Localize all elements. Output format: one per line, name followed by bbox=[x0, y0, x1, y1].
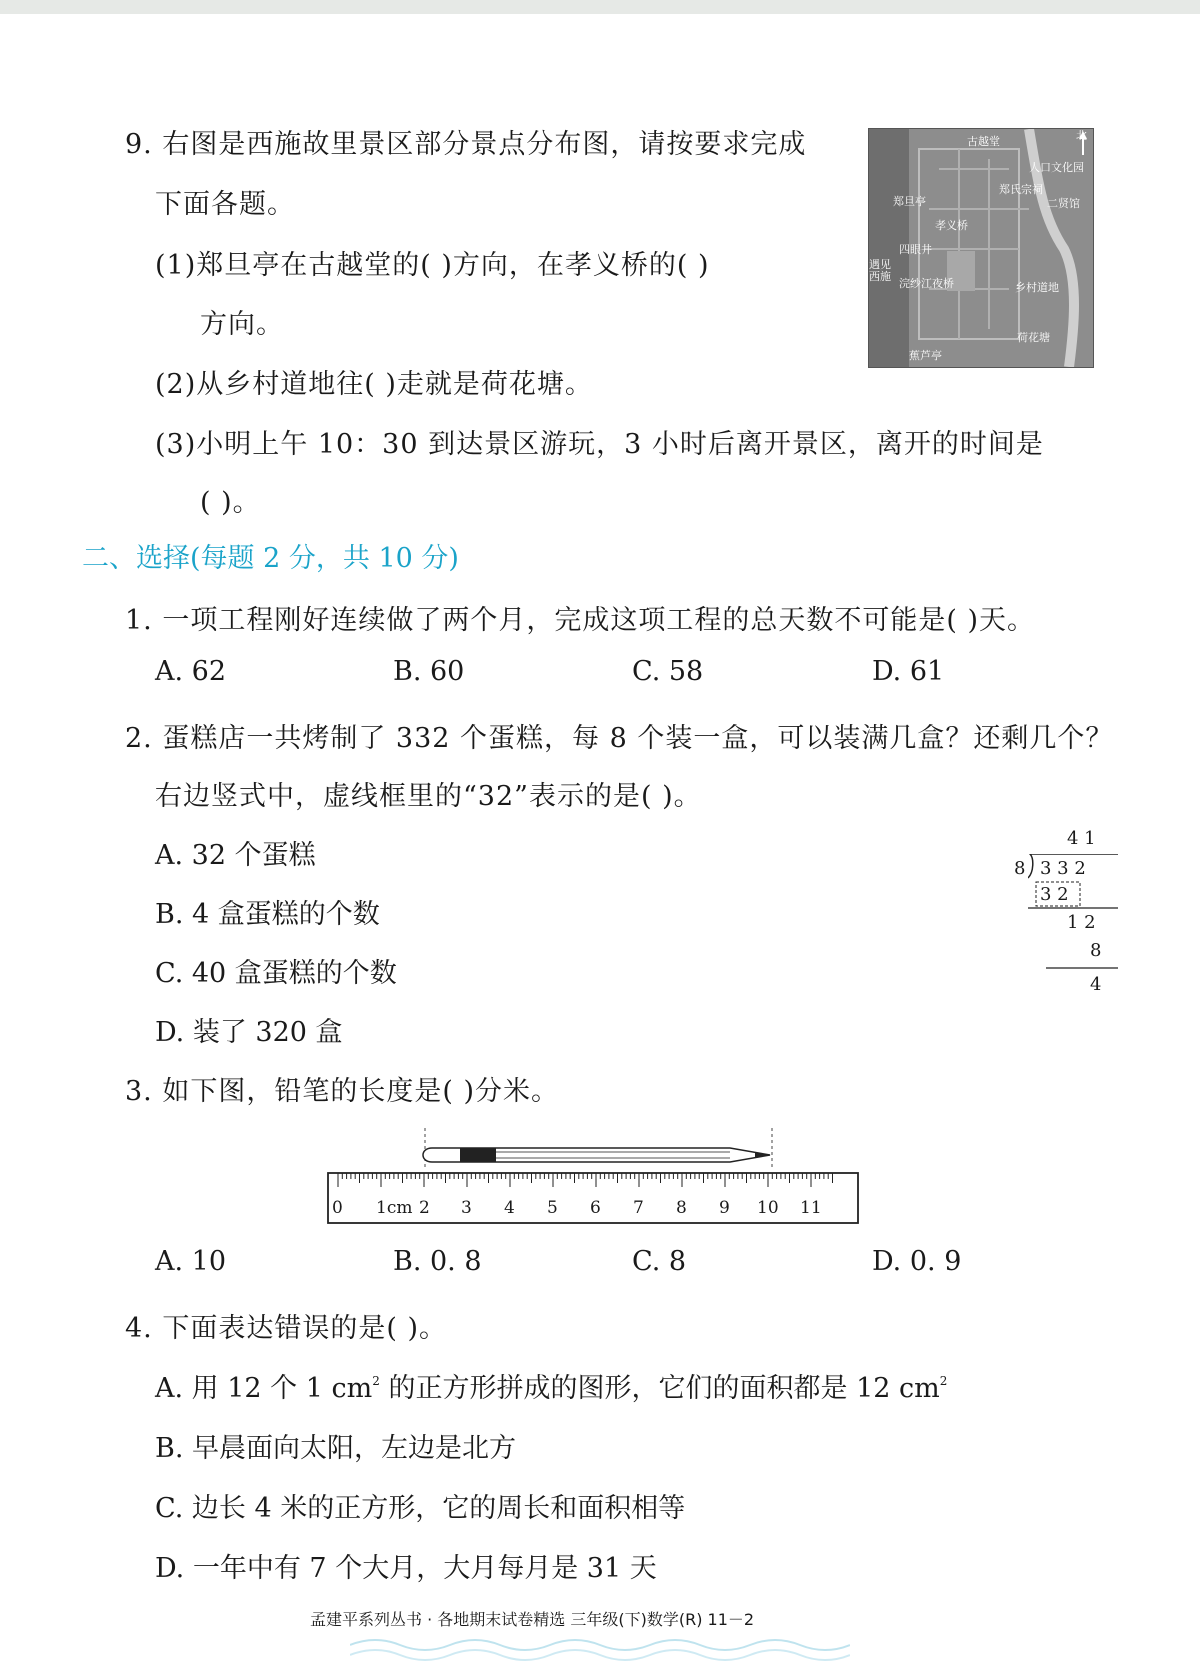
q4-option-a bbox=[155, 1366, 947, 1405]
ruler-label-0: 0 bbox=[332, 1198, 343, 1218]
q9-stem-line2: 下面各题。 bbox=[155, 189, 295, 220]
map-label-erxian: 二贤馆 bbox=[1047, 197, 1080, 210]
map-label-zhengshi: 郑氏宗祠 bbox=[999, 183, 1043, 196]
map-label-xiaoyi: 孝义桥 bbox=[935, 219, 968, 232]
q3-option-d: D. 0. 9 bbox=[872, 1246, 962, 1277]
ruler-label-8: 8 bbox=[676, 1198, 687, 1218]
q2-option-d: D. 装了 320 盒 bbox=[155, 1017, 343, 1048]
ruler-figure bbox=[320, 1128, 880, 1228]
q1-option-b: B. 60 bbox=[393, 656, 465, 687]
ruler-labels bbox=[320, 1198, 880, 1226]
division-subtract-2: 8 bbox=[1090, 940, 1102, 961]
map-label-jiaolu: 蕉芦亭 bbox=[909, 349, 942, 362]
ruler-label-1cm: 1cm bbox=[376, 1198, 413, 1218]
ruler-label-9: 9 bbox=[719, 1198, 730, 1218]
q1-stem: 1. 一项工程刚好连续做了两个月，完成这项工程的总天数不可能是( )天。 bbox=[125, 605, 1035, 636]
q4-option-b: B. 早晨面向太阳，左边是北方 bbox=[155, 1433, 517, 1464]
map-label-zhengdan: 郑旦亭 bbox=[893, 195, 926, 208]
map-north-label: 北 bbox=[1076, 129, 1087, 142]
division-dividend: 3 3 2 bbox=[1040, 858, 1086, 879]
ruler-label-4: 4 bbox=[504, 1198, 515, 1218]
q9-part1-line1: (1)郑旦亭在古越堂的( )方向，在孝义桥的( ) bbox=[155, 250, 710, 281]
q2-option-a: A. 32 个蛋糕 bbox=[155, 840, 316, 871]
q4-stem: 4. 下面表达错误的是( )。 bbox=[125, 1313, 447, 1344]
top-strip bbox=[0, 0, 1200, 14]
q3-option-a: A. 10 bbox=[155, 1246, 227, 1277]
ruler-label-5: 5 bbox=[547, 1198, 558, 1218]
ruler-label-10: 10 bbox=[757, 1198, 779, 1218]
q4-option-a-part1: A. 用 12 个 1 cm bbox=[155, 1373, 373, 1404]
q4-option-c: C. 边长 4 米的正方形，它的周长和面积相等 bbox=[155, 1493, 686, 1524]
q3-stem: 3. 如下图，铅笔的长度是( )分米。 bbox=[125, 1076, 559, 1107]
q2-stem-line2: 右边竖式中，虚线框里的“32”表示的是( )。 bbox=[155, 781, 702, 812]
map-label-yujian: 遇见西施 bbox=[869, 258, 891, 283]
map-label-guyuetang: 古越堂 bbox=[967, 135, 1000, 148]
division-remainder-2: 4 bbox=[1090, 974, 1102, 995]
q2-stem-line1: 2. 蛋糕店一共烤制了 332 个蛋糕，每 8 个装一盒，可以装满几盒？还剩几个？ bbox=[125, 723, 1114, 754]
division-boxed-32: 3 2 bbox=[1040, 884, 1069, 905]
footer-wave-decoration bbox=[350, 1630, 850, 1670]
page-footer: 孟建平系列丛书 · 各地期末试卷精选 三年级(下)数学(R) 11－2 bbox=[310, 1610, 755, 1629]
q1-option-a: A. 62 bbox=[155, 656, 227, 687]
q3-option-c: C. 8 bbox=[632, 1246, 687, 1277]
map-label-renkou: 人口文化园 bbox=[1029, 161, 1084, 174]
long-division bbox=[1010, 828, 1120, 998]
map-label-huansha: 浣纱江夜桥 bbox=[899, 277, 954, 290]
map-label-xiangcun: 乡村道地 bbox=[1015, 281, 1059, 294]
q4-option-d: D. 一年中有 7 个大月，大月每月是 31 天 bbox=[155, 1553, 657, 1584]
q9-stem-line1: 9. 右图是西施故里景区部分景点分布图，请按要求完成 bbox=[125, 129, 807, 160]
division-remainder-1: 1 2 bbox=[1067, 912, 1096, 933]
q1-option-d: D. 61 bbox=[872, 656, 945, 687]
ruler-label-3: 3 bbox=[461, 1198, 472, 1218]
q4-option-a-part2: 的正方形拼成的图形，它们的面积都是 12 cm bbox=[379, 1373, 940, 1404]
q9-part3-line2: ( )。 bbox=[200, 487, 261, 518]
ruler-label-11: 11 bbox=[800, 1198, 822, 1218]
map-label-siyanjing: 四眼井 bbox=[899, 243, 932, 256]
division-divisor: 8 bbox=[1014, 858, 1026, 879]
ruler-label-6: 6 bbox=[590, 1198, 601, 1218]
ruler-label-2: 2 bbox=[419, 1198, 430, 1218]
q9-part2: (2)从乡村道地往( )走就是荷花塘。 bbox=[155, 369, 593, 400]
scenic-map bbox=[868, 128, 1094, 368]
q1-option-c: C. 58 bbox=[632, 656, 704, 687]
q4-option-a-sup1: 2 bbox=[372, 1374, 380, 1388]
q2-option-c: C. 40 盒蛋糕的个数 bbox=[155, 958, 397, 989]
q9-part1-line2: 方向。 bbox=[200, 309, 284, 340]
q4-option-a-sup2: 2 bbox=[939, 1374, 948, 1388]
section-2-title: 二、选择(每题 2 分，共 10 分) bbox=[82, 543, 459, 574]
q2-option-b: B. 4 盒蛋糕的个数 bbox=[155, 899, 380, 930]
q9-part3-line1: (3)小明上午 10：30 到达景区游玩，3 小时后离开景区，离开的时间是 bbox=[155, 429, 1044, 460]
q3-option-b: B. 0. 8 bbox=[393, 1246, 482, 1277]
ruler-label-7: 7 bbox=[633, 1198, 644, 1218]
division-quotient: 4 1 bbox=[1067, 828, 1096, 849]
map-label-hehuatang: 荷花塘 bbox=[1017, 331, 1050, 344]
